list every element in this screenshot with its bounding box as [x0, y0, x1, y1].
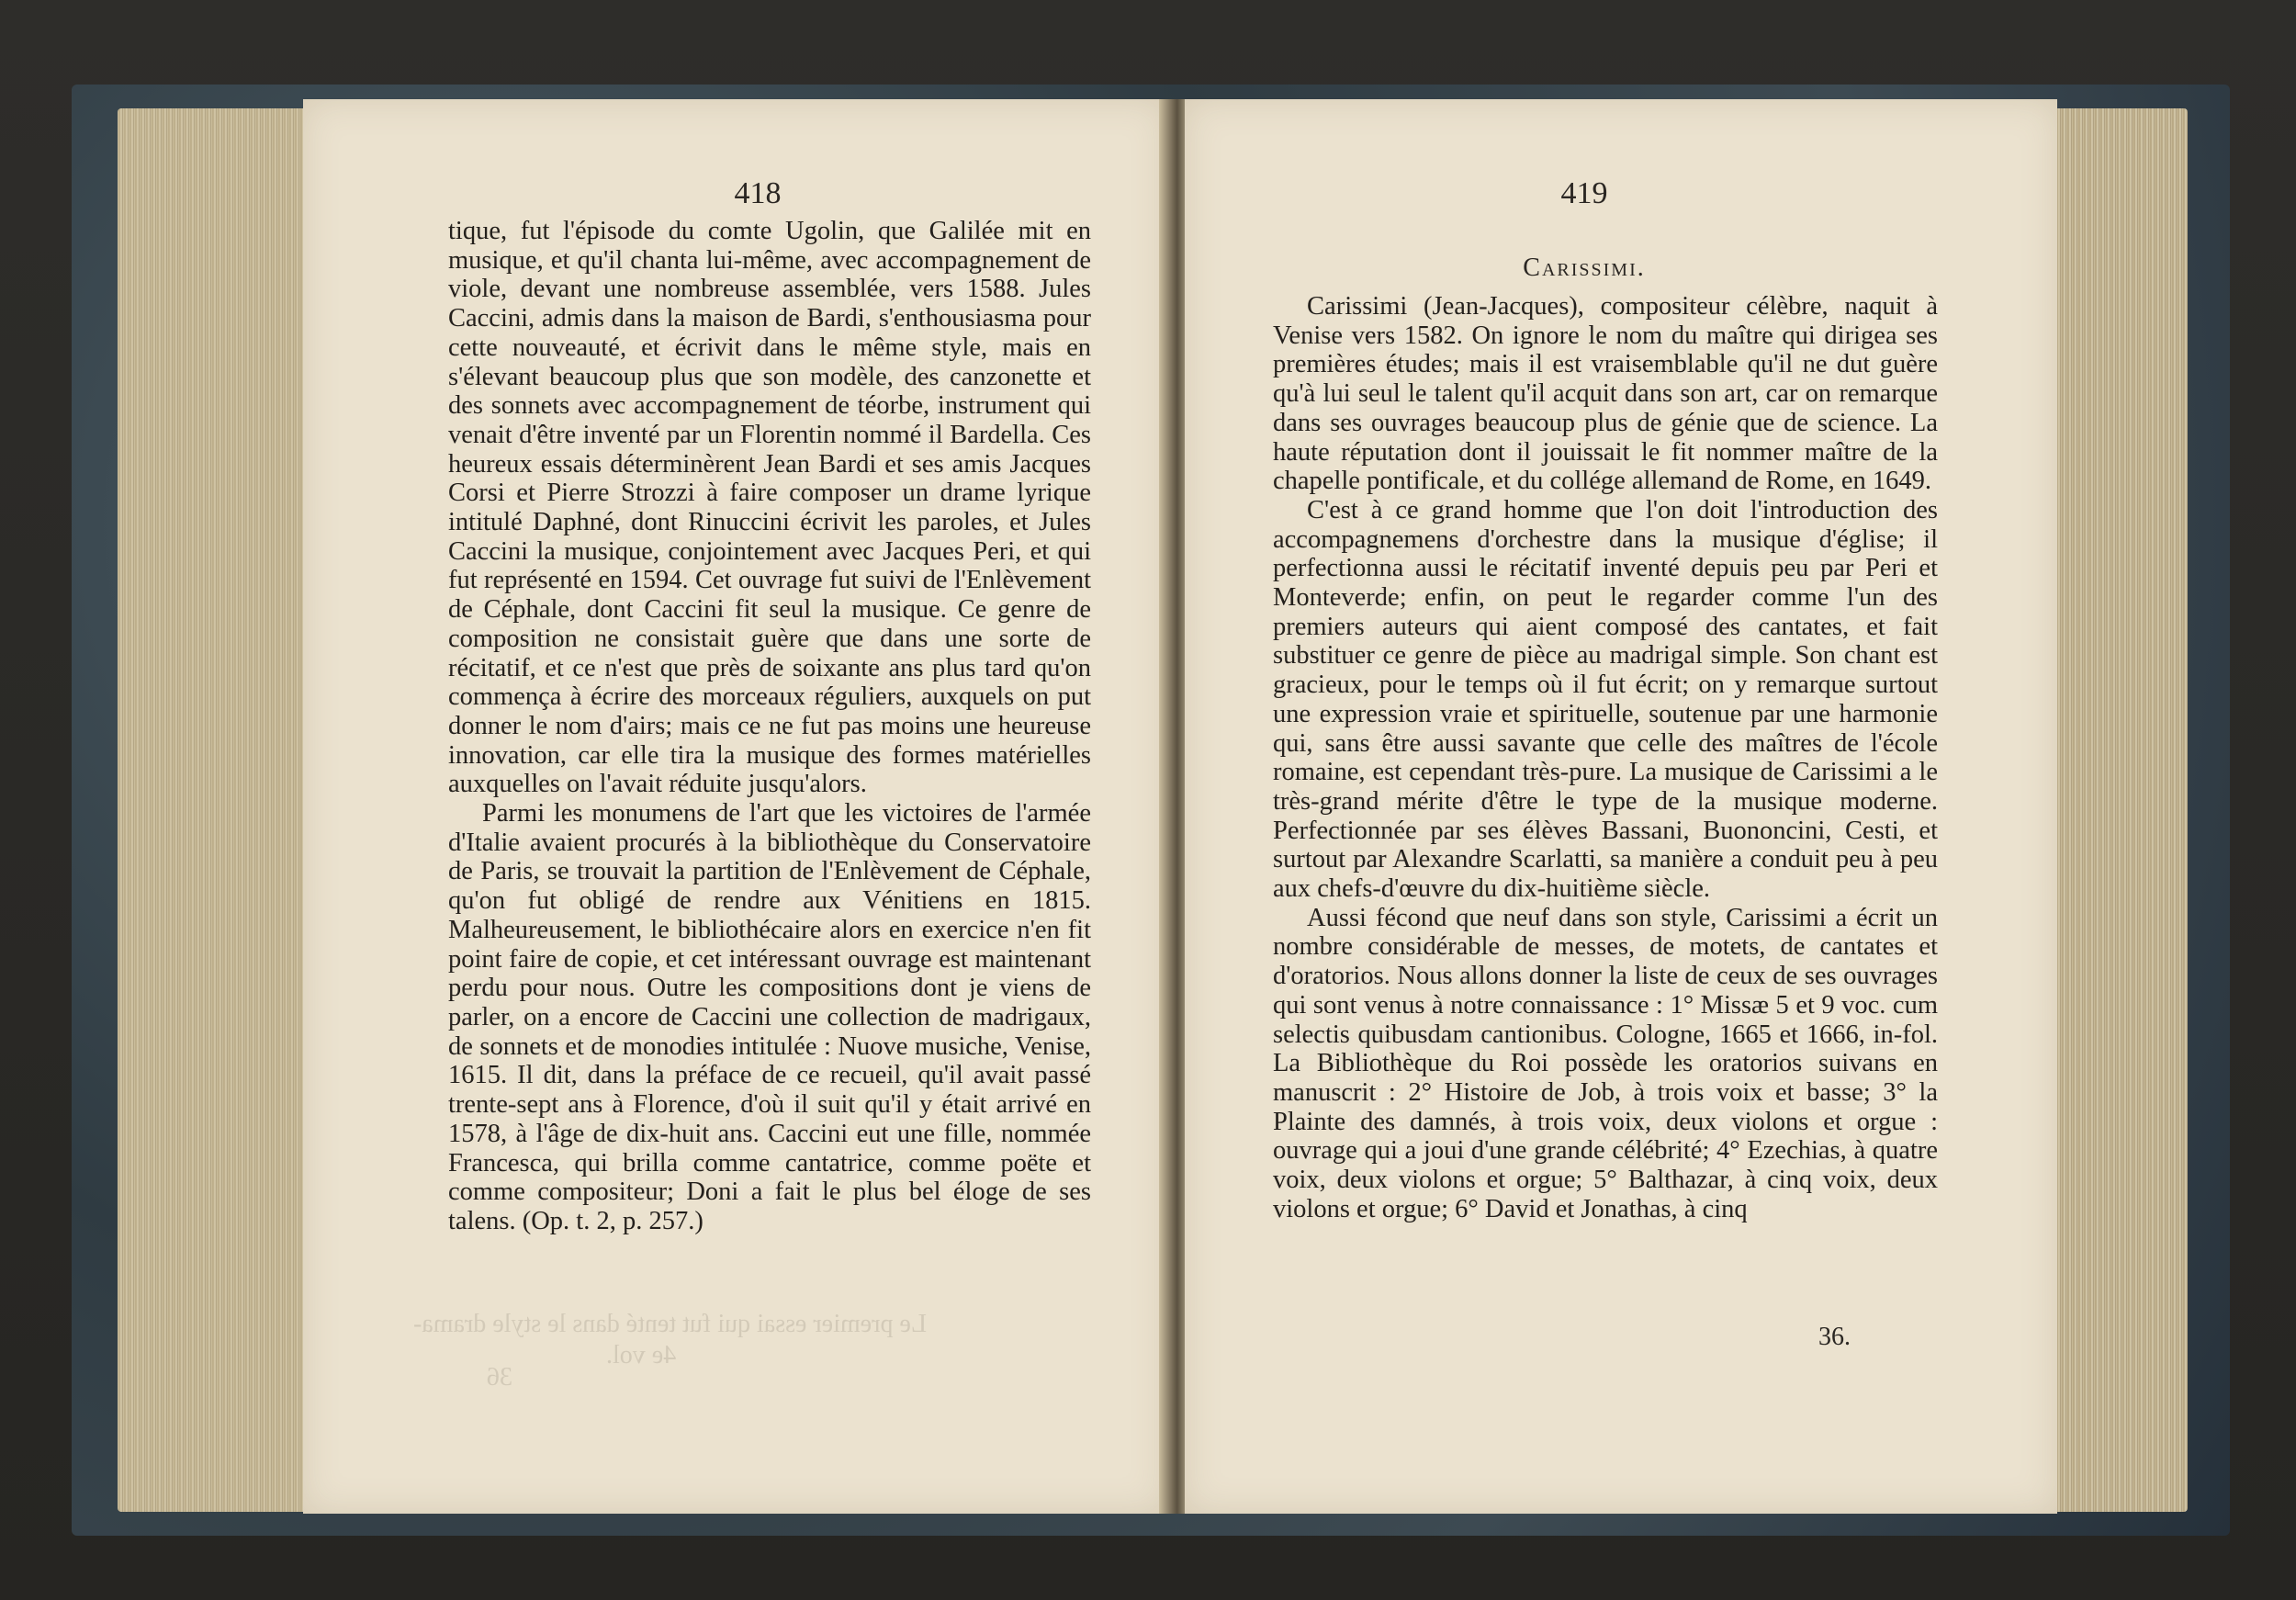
bleed-through-line-1: Le premier essai qui fut tenté dans le style drama- [413, 1310, 928, 1338]
left-page-number: 418 [734, 176, 782, 210]
right-paragraph-3: Aussi fécond que neuf dans son style, Carissimi a écrit un nombre considérable de messes, de motets, de cantates et d'oratorios. Nous allons donner la liste de ceux de ses ouvrages qui sont venus à notre connaissance : 1° Missæ 5 et 9 voc. cum selectis quibusdam cantionibus. Cologne, 1665 et 1666, in-fol. La Bibliothèque du Roi possède les oratorios suivans en manuscrit : 2° Histoire de Job, à trois voix et basse; 3° la Plainte des damnés, à trois voix, deux violons et orgue : ouvrage qui a joui d'une grande célébrité; 4° Ezechias, à quatre voix, deux violons et orgue; 5° Balthazar, à cinq voix, deux violons et orgue; 6° David et Jonathas, à cinq [1273, 903, 1938, 1223]
right-paragraph-2: C'est à ce grand homme que l'on doit l'introduction des accompagnemens d'orchestre dans la musique d'église; il perfectionna aussi le récitatif inventé depuis peu par Peri et Monteverde; enfin, on peut le regarder comme l'un des premiers auteurs qui aient composé des cantates, et fait substituer ce genre de pièce au madrigal simple. Son chant est gracieux, pour le temps où il fut écrit; on y remarque surtout une expression vraie et spirituelle, soutenue par une harmonie qui, sans être aussi savante que celle des maîtres de l'école romaine, est cependant très-pure. La musique de Carissimi a le très-grand mérite d'être le type de la musique moderne. Perfectionnée par ses élèves Bassani, Buononcini, Cesti, et surtout par Alexandre Scarlatti, sa manière a conduit peu à peu aux chefs-d'œuvre du dix-huitième siècle. [1273, 495, 1938, 904]
left-page [303, 99, 1166, 1514]
right-page-number: 419 [1560, 176, 1608, 210]
bleed-through-line-2: 4e vol. [606, 1341, 677, 1369]
section-heading: Carissimi. [1523, 254, 1646, 282]
page-edges-right [2050, 108, 2188, 1512]
right-paragraph-1: Carissimi (Jean-Jacques), compositeur célèbre, naquit à Venise vers 1582. On ignore le nom du maître qui dirigea ses premières études; mais il est vraisemblable qu'il ne dut guère qu'à lui seul le talent qu'il acquit dans son art, car on remarque dans ses ouvrages beaucoup plus de génie que de science. La haute réputation dont il jouissait le fit nommer maître de la chapelle pontificale, et du collége allemand de Rome, en 1649. [1273, 292, 1938, 496]
right-page [1185, 99, 2057, 1514]
left-paragraph-1: tique, fut l'épisode du comte Ugolin, que Galilée mit en musique, et qu'il chanta lui-même, avec accompagnement de viole, devant une nombreuse assemblée, vers 1588. Jules Caccini, admis dans la maison de Bardi, s'enthousiasma pour cette nouveauté, et écrivit dans le même style, mais en s'élevant beaucoup plus que son modèle, des canzonette et des sonnets avec accompagnement de téorbe, instrument qui venait d'être inventé par un Florentin nommé il Bardella. Ces heureux essais déterminèrent Jean Bardi et ses amis Jacques Corsi et Pierre Strozzi à faire composer un drame lyrique intitulé Daphné, dont Rinuccini écrivit les paroles, et Jules Caccini la musique, conjointement avec Jacques Peri, et qui fut représenté en 1594. Cet ouvrage fut suivi de l'Enlèvement de Céphale, dont Caccini fit seul la musique. Ce genre de composition ne consistait guère que dans une sorte de récitatif, et ce n'est que près de soixante ans plus tard qu'on commença à écrire des morceaux réguliers, auxquels on put donner le nom d'airs; mais ce ne fut pas moins une heureuse innovation, car elle tira la musique des formes matérielles auxquelles on l'avait réduite jusqu'alors. [448, 217, 1091, 799]
left-paragraph-2: Parmi les monumens de l'art que les victoires de l'armée d'Italie avaient procurés à la bibliothèque du Conservatoire de Paris, se trouvait la partition de l'Enlèvement de Céphale, qu'on fut obligé de rendre aux Vénitiens en 1815. Malheureusement, le bibliothécaire alors en exercice n'en fit point faire de copie, et cet intéressant ouvrage est maintenant perdu pour nous. Outre les compositions dont je viens de parler, on a encore de Caccini une collection de madrigaux, de sonnets et de monodies intitulée : Nuove musiche, Venise, 1615. Il dit, dans la préface de ce recueil, qu'il avait passé trente-sept ans à Florence, d'où il suit qu'il y était arrivé en 1578, à l'âge de dix-huit ans. Caccini eut une fille, nommée Francesca, qui brilla comme cantatrice, comme poëte et comme compositeur; Doni a fait le plus bel éloge de ses talens. (Op. t. 2, p. 257.) [448, 799, 1091, 1235]
left-page-text [448, 217, 1091, 1236]
bleed-through-line-3: 36 [487, 1363, 512, 1392]
page-edges-left [118, 108, 310, 1512]
signature-mark: 36. [1818, 1323, 1851, 1351]
right-page-text [1273, 292, 1938, 1224]
